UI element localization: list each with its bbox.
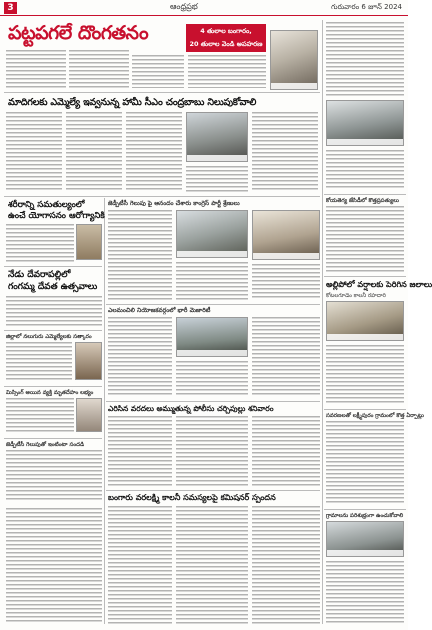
story3-photo: [76, 224, 102, 260]
story7-body-cont: [6, 508, 102, 624]
right-top-photo: [326, 100, 404, 146]
center4-body-col2: [176, 506, 248, 624]
story4-body: [6, 296, 102, 326]
story5-headline: జిల్లాలో నలుగురు ఎమ్మెల్యేలకు సత్కారం: [6, 334, 92, 340]
center4-body-col3: [252, 506, 320, 624]
center1-body-col1: [108, 210, 172, 300]
center1-body-col2: [176, 262, 248, 300]
center2-body-col3: [252, 317, 320, 397]
story2-body-col4: [186, 166, 248, 192]
center4-body-col1: [108, 506, 172, 624]
right-story2-headline: సవరణలతో లక్ష్మీపురం గ్రామంలో కొత్త ఏర్పాట్లు: [326, 413, 424, 419]
center4-headline: బంగారు వరలక్ష్మి కాలనీ సమస్యలపై కమిషనర్ స్పందన: [108, 493, 276, 502]
right-story3-headline: గ్రామాలను పరిశుభ్రంగా ఉంచుకోవాలి: [326, 513, 404, 519]
center2-body-col2: [176, 361, 248, 397]
center1-headline: జెడ్పీటీసీ గెలుపు పై ఆనందం చేశారు కాంగ్రెస్ పార్టీ శ్రేణులు: [108, 200, 240, 207]
paper-name: ఆంధ్రప్రభ: [170, 2, 198, 11]
center3-body-col1: [108, 416, 172, 486]
story2-photo: [186, 112, 248, 162]
right-feature-headline: అల్లిపోలో వర్షాలకు పెరిగిన జలాలు: [326, 280, 432, 289]
center3-body-col2: [176, 416, 248, 486]
story2-body-col3: [126, 112, 182, 192]
story4-headline-2: గంగమ్మ దేవత ఉత్సవాలు: [8, 282, 98, 292]
story6-headline: మిస్సింగ్ అయిన వ్యక్తి మృతదేహం లభ్యం: [6, 390, 94, 396]
lead-body-col3: [132, 55, 184, 88]
right-feature-body: [326, 345, 404, 405]
story3-body: [6, 224, 74, 262]
lead-highlight-line2: 20 తులాల వెండి అపహరణ: [189, 40, 263, 48]
right-feature-byline: కోటలగూడెం కాలనీ రహదారి: [326, 293, 386, 299]
lead-body-col4: [188, 55, 266, 88]
lead-highlight-box: [186, 24, 266, 52]
right-story2-body: [326, 421, 404, 505]
story4-headline: నేడు దేవరాపల్లిలో: [8, 270, 71, 280]
story5-body: [6, 342, 72, 382]
lead-highlight-line1: 4 తులాల బంగారం,: [200, 27, 252, 35]
lead-photo: [270, 30, 318, 90]
center1-body-col3: [252, 264, 320, 300]
center2-photo: [176, 317, 248, 357]
center3-headline: ఎరిసిన వరదలు అమ్ముతున్న పోలీసు చర్చిపుల్లు శనివారం: [108, 404, 274, 413]
center2-headline: ఎలమంచిలి నియోజకవర్గంలో భారీ మెజారిటీ: [108, 307, 211, 314]
right-story-a-headline: కోయతెగ్య జేసిడీలో కొత్తప్రపత్యులు: [326, 198, 399, 204]
story7-headline: జెడ్పీటీసీ గెలుపుతో ఇంటింటా సందడి: [6, 442, 85, 448]
lead-body-col2: [69, 50, 129, 88]
center1-photo-2: [252, 210, 320, 260]
story5-photo: [75, 342, 102, 380]
lead-body-col1: [6, 50, 66, 88]
page-number: 3: [4, 2, 17, 14]
story2-body-col2: [66, 112, 122, 192]
story3-headline-2: ఉంచే యోగాసనం ఆరోగ్యానికి: [8, 211, 105, 221]
center3-body-col3: [252, 416, 320, 486]
story7-body: [6, 450, 102, 500]
story2-body-col5: [252, 112, 318, 192]
right-feature-photo: [326, 301, 404, 341]
center2-body-col1: [108, 317, 172, 397]
right-top-body: [326, 22, 404, 96]
right-story3-photo: [326, 521, 404, 557]
story6-body: [6, 398, 74, 434]
right-story3-body: [326, 561, 404, 624]
story2-headline: మాదిగలకు ఎమ్మెల్యే ఇవ్వనున్న హామీ సీఎం చంద్రబాబు నిలుపుకోవాలి: [8, 97, 257, 108]
story2-body-col1: [6, 112, 62, 192]
masthead-strip: [0, 0, 408, 16]
center1-photo: [176, 210, 248, 258]
right-story-a-body: [326, 206, 404, 272]
lead-headline: పట్టపగలే దొంగతనం: [8, 22, 149, 44]
dateline: గురువారం 6 జూన్ 2024: [331, 3, 402, 11]
story3-headline: శరీరాన్ని సమతుల్యంలో: [8, 200, 85, 210]
right-top-body-2: [326, 150, 404, 190]
story6-photo: [76, 398, 102, 432]
